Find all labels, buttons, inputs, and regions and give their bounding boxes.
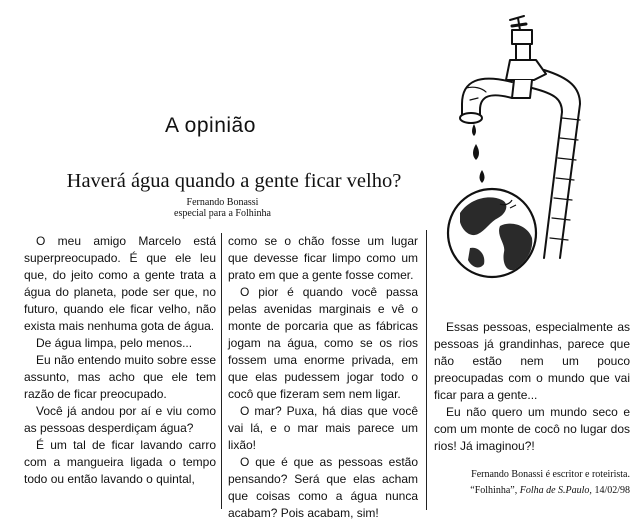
article-column-3 — [434, 319, 630, 455]
credit-publication: “Folhinha”, — [470, 485, 518, 496]
paragraph: Eu não quero um mundo seco e com um monte de cocô no lugar dos rios! Já imaginou?! — [434, 405, 630, 453]
paragraph: De água limpa, pelo menos... — [36, 336, 193, 350]
paragraph: O que é que as pessoas estão pensando? Será que elas acham que coisas como a água nunca acabam? Pois acabam, sim! — [228, 455, 418, 520]
article-column-2 — [228, 233, 418, 522]
paragraph: Você já andou por aí e viu como as pessoas desperdiçam água? — [24, 404, 216, 435]
paragraph: Eu não entendo muito sobre esse assunto, mas acho que ele tem razão de ficar preocupado. — [24, 353, 216, 401]
credit-source — [430, 483, 630, 499]
section-title: A opinião — [165, 114, 256, 137]
column-divider — [426, 230, 427, 510]
paragraph: Essas pessoas, especialmente as pessoas já grandinhas, parece que não estão nem um pouco preocupadas com o mundo que vai ficar para a gente... — [434, 320, 630, 402]
credit-newspaper: Folha de S.Paulo, — [519, 485, 592, 496]
paragraph: O meu amigo Marcelo está superpreocupado. É que ele leu que, do jeito como a gente trata a água do planeta, pode ser que, no futuro, quando ele ficar velho, não exista mais nenhuma gota de água. — [24, 234, 216, 333]
byline-author: Fernando Bonassi — [186, 197, 259, 208]
paragraph: É um tal de ficar lavando carro com a mangueira ligada o tempo todo ou então lavando o quintal, — [24, 438, 216, 486]
column-divider — [221, 233, 222, 509]
author-credit — [430, 467, 630, 499]
credit-line: Fernando Bonassi é escritor e roteirista. — [471, 469, 630, 480]
headline: Haverá água quando a gente ficar velho? — [66, 170, 402, 192]
article-column-1 — [24, 233, 216, 488]
paragraph: O pior é quando você passa pelas avenidas marginais e vê o monte de porcaria que as fábricas jogam na água, como se os rios fossem uma enorme privada, em que elas pudessem jogar todo o cocô que fizeram sem nem ligar. — [228, 285, 418, 401]
byline-role: especial para a Folhinha — [174, 208, 271, 219]
paragraph: O mar? Puxa, há dias que você vai lá, e o mar mais parece um lixão! — [228, 404, 418, 452]
faucet-dripping-on-globe-icon — [440, 8, 640, 298]
credit-date: 14/02/98 — [594, 485, 630, 496]
byline — [130, 197, 315, 219]
paragraph-continued: como se o chão fosse um lugar que devesse ficar limpo como um prato em que a gente fosse comer. — [228, 234, 418, 282]
